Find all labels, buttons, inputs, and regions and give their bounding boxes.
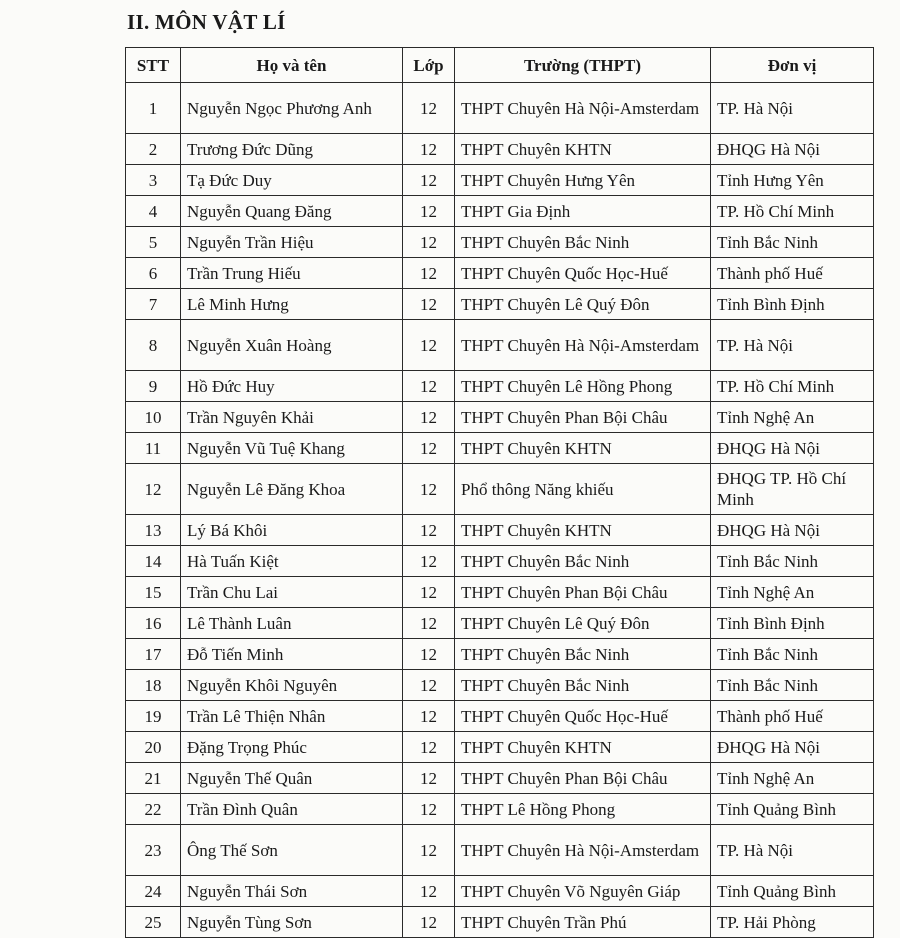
cell-unit: ĐHQG Hà Nội xyxy=(711,515,874,546)
cell-stt: 22 xyxy=(126,794,181,825)
cell-grade: 12 xyxy=(403,227,455,258)
cell-stt: 11 xyxy=(126,433,181,464)
cell-name: Ông Thế Sơn xyxy=(181,825,403,876)
cell-unit: Tỉnh Bắc Ninh xyxy=(711,227,874,258)
cell-unit: Tỉnh Hưng Yên xyxy=(711,165,874,196)
cell-stt: 18 xyxy=(126,670,181,701)
cell-name: Trần Trung Hiếu xyxy=(181,258,403,289)
cell-name: Nguyễn Lê Đăng Khoa xyxy=(181,464,403,515)
cell-unit: Tỉnh Quảng Bình xyxy=(711,876,874,907)
cell-grade: 12 xyxy=(403,515,455,546)
cell-school: THPT Chuyên KHTN xyxy=(455,134,711,165)
cell-grade: 12 xyxy=(403,258,455,289)
cell-name: Lê Minh Hưng xyxy=(181,289,403,320)
cell-stt: 17 xyxy=(126,639,181,670)
cell-stt: 5 xyxy=(126,227,181,258)
header-grade: Lớp xyxy=(403,48,455,83)
cell-name: Nguyễn Trần Hiệu xyxy=(181,227,403,258)
cell-name: Nguyễn Thái Sơn xyxy=(181,876,403,907)
cell-school: THPT Chuyên KHTN xyxy=(455,732,711,763)
cell-stt: 10 xyxy=(126,402,181,433)
cell-school: THPT Chuyên KHTN xyxy=(455,515,711,546)
table-row xyxy=(126,825,874,876)
cell-unit: Thành phố Huế xyxy=(711,701,874,732)
cell-school: THPT Chuyên Hưng Yên xyxy=(455,165,711,196)
cell-unit: Tỉnh Nghệ An xyxy=(711,577,874,608)
cell-name: Hồ Đức Huy xyxy=(181,371,403,402)
cell-grade: 12 xyxy=(403,732,455,763)
cell-grade: 12 xyxy=(403,371,455,402)
cell-grade: 12 xyxy=(403,907,455,938)
cell-school: THPT Chuyên Phan Bội Châu xyxy=(455,763,711,794)
cell-unit: ĐHQG TP. Hồ Chí Minh xyxy=(711,464,874,515)
cell-grade: 12 xyxy=(403,83,455,134)
cell-unit: TP. Hà Nội xyxy=(711,825,874,876)
table-row xyxy=(126,763,874,794)
cell-stt: 21 xyxy=(126,763,181,794)
cell-name: Đặng Trọng Phúc xyxy=(181,732,403,763)
cell-stt: 13 xyxy=(126,515,181,546)
cell-stt: 24 xyxy=(126,876,181,907)
cell-unit: ĐHQG Hà Nội xyxy=(711,732,874,763)
table-row xyxy=(126,258,874,289)
cell-grade: 12 xyxy=(403,134,455,165)
cell-school: THPT Chuyên Phan Bội Châu xyxy=(455,577,711,608)
cell-grade: 12 xyxy=(403,608,455,639)
cell-unit: ĐHQG Hà Nội xyxy=(711,134,874,165)
cell-stt: 8 xyxy=(126,320,181,371)
table-row xyxy=(126,371,874,402)
cell-stt: 9 xyxy=(126,371,181,402)
cell-unit: TP. Hồ Chí Minh xyxy=(711,371,874,402)
cell-name: Nguyễn Thế Quân xyxy=(181,763,403,794)
table-header-row xyxy=(126,48,874,83)
cell-stt: 2 xyxy=(126,134,181,165)
cell-stt: 7 xyxy=(126,289,181,320)
cell-school: THPT Chuyên Hà Nội-Amsterdam xyxy=(455,83,711,134)
cell-school: THPT Chuyên Quốc Học-Huế xyxy=(455,701,711,732)
table-row xyxy=(126,639,874,670)
cell-school: THPT Chuyên Bắc Ninh xyxy=(455,546,711,577)
cell-school: THPT Chuyên Phan Bội Châu xyxy=(455,402,711,433)
cell-stt: 12 xyxy=(126,464,181,515)
cell-grade: 12 xyxy=(403,289,455,320)
header-stt: STT xyxy=(126,48,181,83)
cell-school: THPT Chuyên Bắc Ninh xyxy=(455,639,711,670)
cell-grade: 12 xyxy=(403,402,455,433)
cell-stt: 23 xyxy=(126,825,181,876)
table-row xyxy=(126,876,874,907)
table-row xyxy=(126,227,874,258)
cell-name: Trương Đức Dũng xyxy=(181,134,403,165)
cell-school: THPT Chuyên Lê Hồng Phong xyxy=(455,371,711,402)
table-row xyxy=(126,608,874,639)
cell-unit: Tỉnh Bình Định xyxy=(711,608,874,639)
cell-name: Lý Bá Khôi xyxy=(181,515,403,546)
cell-name: Nguyễn Xuân Hoàng xyxy=(181,320,403,371)
cell-grade: 12 xyxy=(403,701,455,732)
cell-school: THPT Chuyên Võ Nguyên Giáp xyxy=(455,876,711,907)
table-row xyxy=(126,701,874,732)
cell-school: THPT Chuyên Bắc Ninh xyxy=(455,227,711,258)
section-title: II. MÔN VẬT LÍ xyxy=(127,10,286,34)
cell-school: THPT Chuyên Bắc Ninh xyxy=(455,670,711,701)
cell-name: Trần Lê Thiện Nhân xyxy=(181,701,403,732)
header-unit: Đơn vị xyxy=(711,48,874,83)
cell-unit: TP. Hải Phòng xyxy=(711,907,874,938)
cell-name: Nguyễn Khôi Nguyên xyxy=(181,670,403,701)
cell-name: Lê Thành Luân xyxy=(181,608,403,639)
cell-grade: 12 xyxy=(403,196,455,227)
table-row xyxy=(126,433,874,464)
cell-stt: 15 xyxy=(126,577,181,608)
cell-school: THPT Gia Định xyxy=(455,196,711,227)
cell-unit: ĐHQG Hà Nội xyxy=(711,433,874,464)
table-row xyxy=(126,165,874,196)
cell-school: THPT Chuyên Quốc Học-Huế xyxy=(455,258,711,289)
cell-school: THPT Chuyên Lê Quý Đôn xyxy=(455,608,711,639)
cell-grade: 12 xyxy=(403,165,455,196)
table-row xyxy=(126,83,874,134)
cell-name: Nguyễn Tùng Sơn xyxy=(181,907,403,938)
cell-name: Nguyễn Vũ Tuệ Khang xyxy=(181,433,403,464)
table-row xyxy=(126,794,874,825)
cell-unit: Tỉnh Bình Định xyxy=(711,289,874,320)
cell-stt: 20 xyxy=(126,732,181,763)
cell-grade: 12 xyxy=(403,546,455,577)
cell-stt: 14 xyxy=(126,546,181,577)
cell-unit: Tỉnh Nghệ An xyxy=(711,763,874,794)
table-row xyxy=(126,515,874,546)
table-row xyxy=(126,320,874,371)
table-row xyxy=(126,670,874,701)
cell-stt: 6 xyxy=(126,258,181,289)
cell-school: THPT Chuyên Hà Nội-Amsterdam xyxy=(455,825,711,876)
cell-unit: Tỉnh Bắc Ninh xyxy=(711,639,874,670)
cell-grade: 12 xyxy=(403,320,455,371)
cell-school: THPT Lê Hồng Phong xyxy=(455,794,711,825)
table-row xyxy=(126,134,874,165)
table-row xyxy=(126,196,874,227)
header-name: Họ và tên xyxy=(181,48,403,83)
cell-name: Hà Tuấn Kiệt xyxy=(181,546,403,577)
cell-unit: TP. Hà Nội xyxy=(711,320,874,371)
cell-school: Phổ thông Năng khiếu xyxy=(455,464,711,515)
cell-school: THPT Chuyên Trần Phú xyxy=(455,907,711,938)
physics-roster-table xyxy=(125,47,874,938)
table-row xyxy=(126,732,874,763)
cell-stt: 1 xyxy=(126,83,181,134)
cell-stt: 3 xyxy=(126,165,181,196)
cell-unit: TP. Hà Nội xyxy=(711,83,874,134)
cell-school: THPT Chuyên Hà Nội-Amsterdam xyxy=(455,320,711,371)
cell-grade: 12 xyxy=(403,794,455,825)
cell-name: Nguyễn Ngọc Phương Anh xyxy=(181,83,403,134)
cell-grade: 12 xyxy=(403,464,455,515)
header-school: Trường (THPT) xyxy=(455,48,711,83)
cell-grade: 12 xyxy=(403,670,455,701)
cell-stt: 25 xyxy=(126,907,181,938)
cell-grade: 12 xyxy=(403,825,455,876)
table-row xyxy=(126,289,874,320)
cell-name: Trần Đình Quân xyxy=(181,794,403,825)
cell-name: Trần Nguyên Khải xyxy=(181,402,403,433)
cell-unit: Tỉnh Nghệ An xyxy=(711,402,874,433)
cell-unit: Tỉnh Bắc Ninh xyxy=(711,670,874,701)
cell-school: THPT Chuyên KHTN xyxy=(455,433,711,464)
cell-unit: Tỉnh Bắc Ninh xyxy=(711,546,874,577)
cell-grade: 12 xyxy=(403,577,455,608)
cell-name: Trần Chu Lai xyxy=(181,577,403,608)
cell-unit: TP. Hồ Chí Minh xyxy=(711,196,874,227)
table-row xyxy=(126,402,874,433)
cell-stt: 16 xyxy=(126,608,181,639)
cell-unit: Tỉnh Quảng Bình xyxy=(711,794,874,825)
table-row xyxy=(126,464,874,515)
cell-name: Nguyễn Quang Đăng xyxy=(181,196,403,227)
cell-name: Tạ Đức Duy xyxy=(181,165,403,196)
cell-stt: 4 xyxy=(126,196,181,227)
cell-grade: 12 xyxy=(403,433,455,464)
cell-unit: Thành phố Huế xyxy=(711,258,874,289)
cell-grade: 12 xyxy=(403,639,455,670)
cell-stt: 19 xyxy=(126,701,181,732)
cell-grade: 12 xyxy=(403,876,455,907)
cell-grade: 12 xyxy=(403,763,455,794)
table-row xyxy=(126,907,874,938)
table-row xyxy=(126,577,874,608)
cell-name: Đỗ Tiến Minh xyxy=(181,639,403,670)
cell-school: THPT Chuyên Lê Quý Đôn xyxy=(455,289,711,320)
table-row xyxy=(126,546,874,577)
